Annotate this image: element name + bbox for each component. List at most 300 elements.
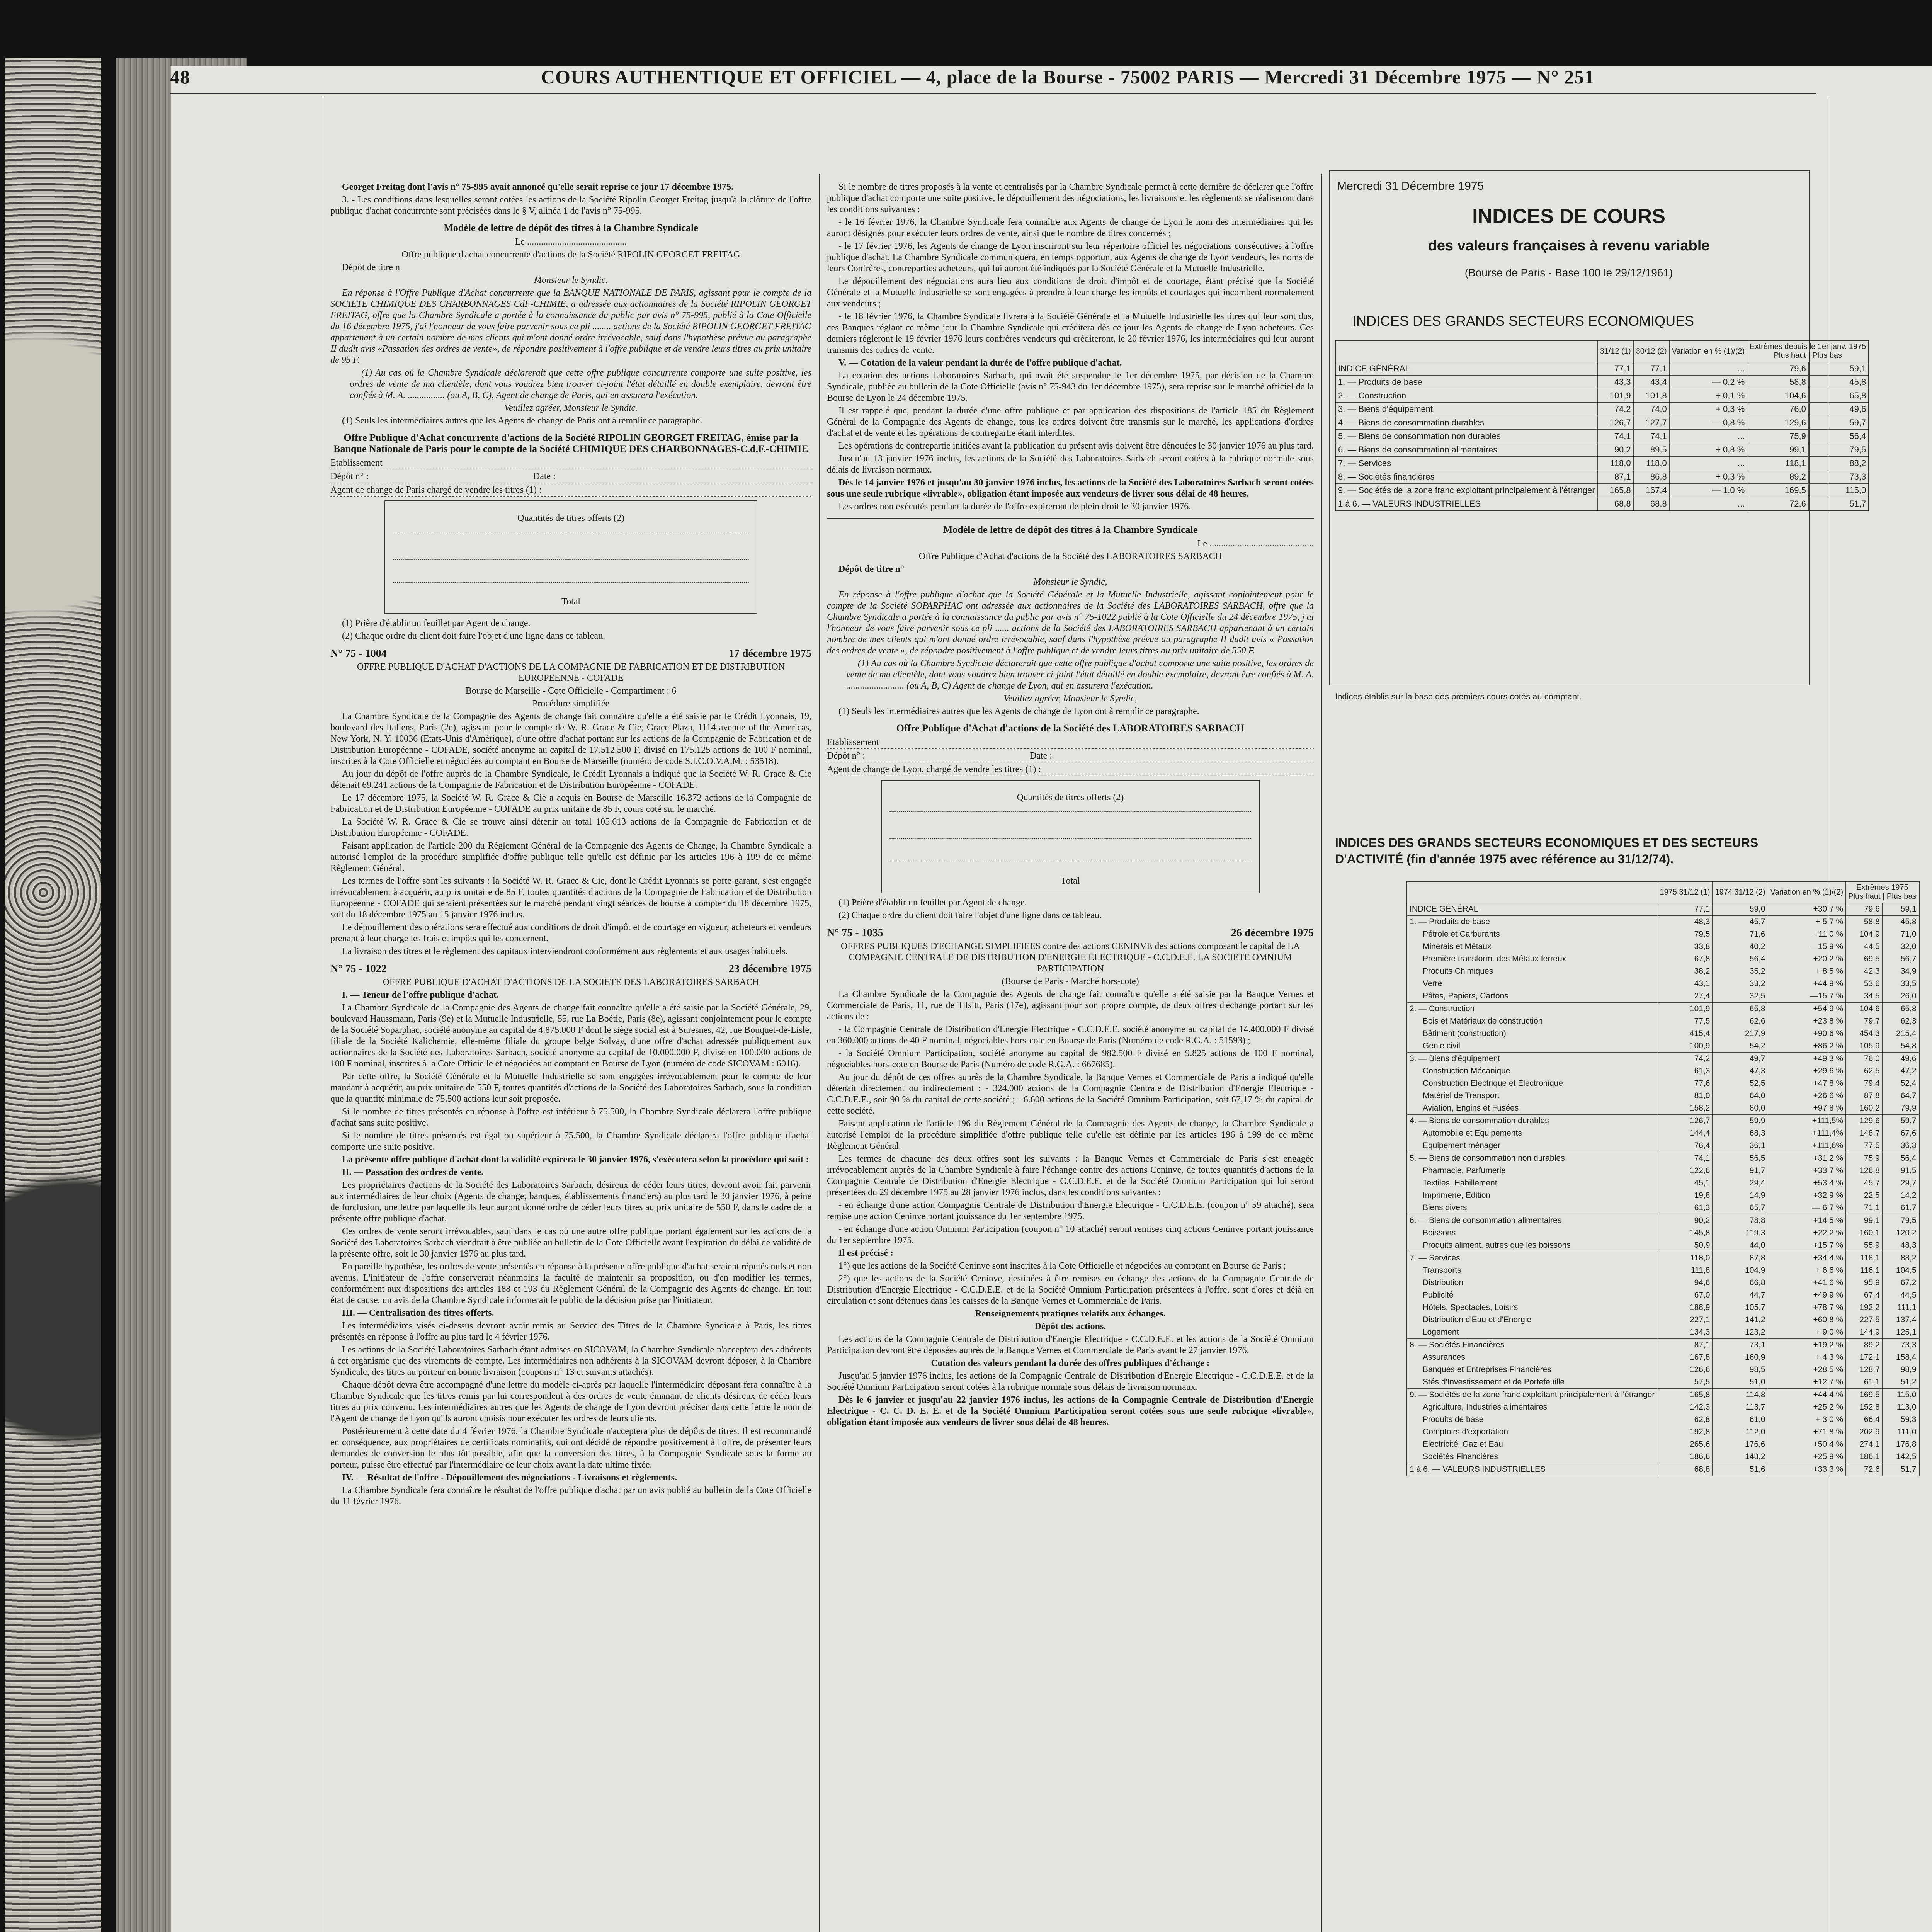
cell-value: 68,3 xyxy=(1713,1127,1768,1139)
letter-date-line: Le ............................................. xyxy=(1197,539,1314,549)
cell-value: 165,8 xyxy=(1657,1389,1713,1401)
text-paragraph: Les actions de la Compagnie Centrale de Distribution d'Energie Electrique - C.C.D.E.E. et les actions de la Société Omnium Participation devront être déposées auprès de la Banque Vernes et Commerciale de Paris avant le 27 janvier 1976. xyxy=(827,1334,1314,1355)
text-paragraph: La Société W. R. Grace & Cie se trouve ainsi détenir au total 105.613 actions de la Compagnie de Fabrication et de Distribution Européenne - COFADE. xyxy=(330,817,811,838)
notice-header xyxy=(827,927,1314,939)
cell-value: 61,0 xyxy=(1713,1413,1768,1426)
col-header-sub: Plus haut | Plus bas xyxy=(1774,351,1842,360)
form-etablissement[interactable] xyxy=(330,457,811,469)
cell-value: 47,3 xyxy=(1713,1065,1768,1077)
text-paragraph: 2°) que les actions de la Société Ceninve, destinées à être remises en échange des actions de la Compagnie Centrale de Distribution d'Energie Electrique - C.C.D.E.E. et de la Société Omnium Participation présentées à l'offre, sont d'ores et déjà en circulation et sont détenues dans les caisses de la Banque Vernes et Commerciale de Paris. xyxy=(827,1274,1314,1306)
row-label: 9. — Sociétés de la zone franc exploitant principalement à l'étranger xyxy=(1407,1389,1657,1401)
cell-value: +53,4 % xyxy=(1768,1177,1846,1189)
section-heading: Il est précisé : xyxy=(838,1248,893,1258)
table-row xyxy=(1407,940,1919,953)
table-row xyxy=(1407,1339,1919,1352)
table-row xyxy=(1407,1202,1919,1214)
section-heading: Dépôt des actions. xyxy=(1034,1321,1106,1332)
cell-value: 64,0 xyxy=(1713,1090,1768,1102)
text-paragraph: Par cette offre, la Société Générale et la Mutuelle Industrielle se sont engagées irrévocablement pour le compte de leur mandant à acquérir, au prix unitaire de 550 F, toutes quantités d'actions de la Société des Laboratoires Sarbach, sous la condition que la quantité minimale de 75.500 actions leur soit proposée. xyxy=(330,1071,811,1104)
cell-value: 152,8 xyxy=(1846,1401,1883,1413)
cell-value: 68,8 xyxy=(1597,497,1633,511)
table-row xyxy=(1335,430,1869,443)
box-line xyxy=(393,559,749,560)
text-paragraph: Les ordres non exécutés pendant la durée de l'offre expireront de plein droit le 30 janvier 1976. xyxy=(838,502,1191,512)
cell-value: 66,8 xyxy=(1713,1277,1768,1289)
row-label: Produits de base xyxy=(1407,1413,1657,1426)
cell-value: 35,2 xyxy=(1713,965,1768,978)
cell-value: — 0,2 % xyxy=(1669,376,1747,389)
table-row xyxy=(1407,1152,1919,1165)
cell-value: +111,5% xyxy=(1768,1115,1846,1128)
cell-value: 43,1 xyxy=(1657,978,1713,990)
cell-value: 227,5 xyxy=(1846,1314,1883,1326)
cell-value: 186,6 xyxy=(1657,1451,1713,1463)
cell-value: 90,2 xyxy=(1597,443,1633,457)
cell-value: 71,0 xyxy=(1882,928,1919,940)
form-depot[interactable] xyxy=(827,750,1314,762)
cell-value: 79,9 xyxy=(1882,1102,1919,1115)
cell-value: 111,8 xyxy=(1657,1264,1713,1277)
col-header-text: Plus haut xyxy=(1848,892,1881,901)
cell-value: 62,6 xyxy=(1713,1015,1768,1027)
cell-value: 81,0 xyxy=(1657,1090,1713,1102)
cell-value: 55,9 xyxy=(1846,1239,1883,1252)
cell-value: + 0,3 % xyxy=(1669,470,1747,484)
text-paragraph: Le dépouillement des négociations aura lieu aux conditions de droit d'impôt et de courtage, étant précisé que la Société Générale et la Mutuelle Industrielle se sont engagées à prendre à leur charge les impôts et courtages qui incombent normalement aux vendeurs ; xyxy=(827,276,1314,309)
cell-value: 116,1 xyxy=(1846,1264,1883,1277)
table-row xyxy=(1407,978,1919,990)
form-agent[interactable] xyxy=(330,485,811,497)
cell-value: ... xyxy=(1669,430,1747,443)
row-label: 3. — Biens d'équipement xyxy=(1335,403,1597,416)
cell-value: 192,8 xyxy=(1657,1426,1713,1438)
cell-value: 76,0 xyxy=(1747,403,1809,416)
box-line xyxy=(393,582,749,583)
cell-value: 43,3 xyxy=(1597,376,1633,389)
col-header: Variation en % (1)/(2) xyxy=(1669,340,1747,362)
cell-value: 61,1 xyxy=(1846,1376,1883,1389)
section-rule xyxy=(827,518,1314,519)
indices-table-2-body xyxy=(1407,903,1919,1476)
cell-value: 79,6 xyxy=(1747,362,1809,376)
row-label: 9. — Sociétés de la zone franc exploitant principalement à l'étranger xyxy=(1335,484,1597,497)
table-row xyxy=(1407,953,1919,965)
col-header xyxy=(1846,881,1919,903)
row-label: Banques et Entreprises Financières xyxy=(1407,1364,1657,1376)
cell-value: 52,5 xyxy=(1713,1077,1768,1090)
table-row xyxy=(1407,1301,1919,1314)
table-row xyxy=(1407,1376,1919,1389)
row-label: Matériel de Transport xyxy=(1407,1090,1657,1102)
titles-form-box xyxy=(384,500,757,614)
cell-value: 104,6 xyxy=(1846,1003,1883,1015)
table-row xyxy=(1335,484,1869,497)
cell-value: 101,9 xyxy=(1657,1003,1713,1015)
letter-body-text: Au cas où la Chambre Syndicale déclarerait que cette offre publique d'achat comporte une suite positive, les ordres de vente de ma clientèle, dont vous voudrez bien trouver ci-joint l'état détaillé en double exemplaire, devront être confiés à M. A. ......................... (ou A, B, C) Agent de change de Lyon, qui en assurera l'exécution. xyxy=(846,658,1314,691)
cell-value: 98,9 xyxy=(1882,1364,1919,1376)
cell-value: 104,9 xyxy=(1713,1264,1768,1277)
row-label: Produits aliment. autres que les boissons xyxy=(1407,1239,1657,1252)
cell-value: 77,6 xyxy=(1657,1077,1713,1090)
cell-value: 49,7 xyxy=(1713,1053,1768,1065)
cell-value: ... xyxy=(1669,497,1747,511)
cell-value: 89,5 xyxy=(1633,443,1669,457)
notice-date: 26 décembre 1975 xyxy=(1231,927,1314,939)
section-heading: I. — Teneur de l'offre publique d'achat. xyxy=(342,990,499,1000)
cell-value: 49,6 xyxy=(1882,1053,1919,1065)
text-paragraph: La Chambre Syndicale de la Compagnie des Agents de change fait connaître qu'elle a été saisie par le Crédit Lyonnais, 19, boulevard des Italiens, Paris (2e), agissant pour le compte de W. R. Grace & Cie, Grace Plaza, 1114 avenue of the Americas, New York, N. Y. 10036 (Etats-Unis d'Amérique), d'une offre d'achat portant sur les actions de la Compagnie de Fabrication et de Distribution Européenne - COFADE, société anonyme au capital de 17.512.500 F, divisé en 175.125 actions de 100 F nominal, inscrites à la Cote Officielle et négociées au comptant en Bourse de Marseille (numéro de code S.I.C.O.V.A.M. : 53518). xyxy=(330,711,811,766)
cell-value: 58,8 xyxy=(1846,916,1883,929)
cell-value: 160,9 xyxy=(1713,1351,1768,1364)
cell-value: 113,7 xyxy=(1713,1401,1768,1413)
row-label: 1 à 6. — VALEURS INDUSTRIELLES xyxy=(1407,1463,1657,1476)
cell-value: 119,3 xyxy=(1713,1227,1768,1239)
table-row xyxy=(1407,1413,1919,1426)
col-header xyxy=(1747,340,1869,362)
letter-close: Veuillez agréer, Monsieur le Syndic, xyxy=(1003,694,1137,704)
cell-value: — 1,0 % xyxy=(1669,484,1747,497)
footnote: (1) Seuls les intermédiaires autres que les Agents de change de Paris ont à remplir ce paragraphe. xyxy=(342,416,702,426)
letter-greeting: Monsieur le Syndic, xyxy=(1033,577,1107,587)
table-row xyxy=(1335,376,1869,389)
column-1 xyxy=(330,182,811,1932)
table-row xyxy=(1407,1214,1919,1227)
cell-value: 67,0 xyxy=(1657,1289,1713,1301)
cell-value: 86,8 xyxy=(1633,470,1669,484)
cell-value: +111,6% xyxy=(1768,1139,1846,1152)
row-label: 2. — Construction xyxy=(1407,1003,1657,1015)
cell-value: 65,8 xyxy=(1882,1003,1919,1015)
cell-value: 87,8 xyxy=(1713,1252,1768,1265)
row-label: Hôtels, Spectacles, Loisirs xyxy=(1407,1301,1657,1314)
table-row xyxy=(1407,1401,1919,1413)
cell-value: 56,4 xyxy=(1808,430,1869,443)
cell-value: 52,4 xyxy=(1882,1077,1919,1090)
row-label: 2. — Construction xyxy=(1335,389,1597,403)
cell-value: +71,8 % xyxy=(1768,1426,1846,1438)
row-label: Biens divers xyxy=(1407,1202,1657,1214)
table-row xyxy=(1335,457,1869,470)
table-row xyxy=(1407,1189,1919,1202)
cell-value: 87,1 xyxy=(1597,470,1633,484)
cell-value: 44,5 xyxy=(1882,1289,1919,1301)
cell-value: 77,1 xyxy=(1657,903,1713,916)
letter-greeting: Monsieur le Syndic, xyxy=(534,275,608,285)
indices-subtitle: des valeurs françaises à revenu variable xyxy=(1428,238,1710,254)
box-header: Quantités de titres offerts (2) xyxy=(517,513,624,523)
cell-value: 79,4 xyxy=(1846,1077,1883,1090)
row-label: Minerais et Métaux xyxy=(1407,940,1657,953)
table-row xyxy=(1407,1065,1919,1077)
cell-value: 33,2 xyxy=(1713,978,1768,990)
cell-value: 215,4 xyxy=(1882,1027,1919,1040)
notice-subtitle: Bourse de Marseille - Cote Officielle - Compartiment : 6 xyxy=(465,686,677,696)
table-header-row xyxy=(1335,340,1869,362)
cell-value: 68,8 xyxy=(1633,497,1669,511)
cell-value: 137,4 xyxy=(1882,1314,1919,1326)
text-paragraph: Postérieurement à cette date du 4 février 1976, la Chambre Syndicale n'acceptera plus de dépôts de titres. Il est recommandé en conséquence, aux propriétaires de certificats nominatifs, qui ont décidé de répondre positivement à l'offre, de présenter leurs demandes de conversion le plus tôt possible, afin que la conversion des titres, à la Compagnie Syndicale sous la forme au porteur, puisse être effectué par l'intermédiaire de leur choix avant la date ultime fixée. xyxy=(330,1426,811,1470)
text-paragraph: - le 17 février 1976, les Agents de change de Lyon inscriront sur leur répertoire officiel les négociations consécutives à l'offre publique d'achat. La Chambre Syndicale communiquera, en temps opportun, aux Agents de change de Lyon vendeurs, les noms de leurs Confrères, contreparties acheteurs, qui lui auront été indiqués par la Société Générale et la Mutuelle Industrielle. xyxy=(827,241,1314,274)
cell-value: + 6,6 % xyxy=(1768,1264,1846,1277)
notice-number: N° 75 - 1022 xyxy=(330,963,387,975)
box-total: Total xyxy=(1061,876,1080,886)
cell-value: 47,2 xyxy=(1882,1065,1919,1077)
letter-body: En réponse à l'Offre Publique d'Achat concurrente que la BANQUE NATIONALE DE PARIS, agissant pour le compte de la SOCIETE CHIMIQUE DES CHARBONNAGES CdF-CHIMIE, a adressée aux actionnaires de la Société RIPOLIN GEORGET FREITAG, offre que la Chambre Syndicale a portée à la connaissance du public par avis n° 75-995, publié à la Cote Officielle du 16 décembre 1975, j'ai l'honneur de vous faire parvenir sous ce pli ........ actions de la Société RIPOLIN GEORGET FREITAG appartenant à un certain nombre de mes clients qui m'ont donné ordre irrévocable, sauf dans l'hypothèse prévue au paragraphe II dudit avis «Passation des ordres de vente», de répondre positivement à l'offre publique et de vendre leurs titres au prix unitaire de 95 F. xyxy=(330,288,811,365)
cell-value: +12,7 % xyxy=(1768,1376,1846,1389)
cell-value: 14,9 xyxy=(1713,1189,1768,1202)
form-label: Etablissement xyxy=(827,737,879,747)
text-paragraph: Les termes de l'offre sont les suivants : la Société W. R. Grace & Cie, dont le Crédit Lyonnais se porte garant, s'est engagée irrévocablement à acquérir, au prix unitaire de 85 F, toutes quantités d'actions de la Compagnie de Fabrication et de Distribution Européenne - COFADE qui seraient présentées sur le marché pendant vingt séances de bourse à compter du 18 décembre 1975, soit du 18 décembre 1975 au 15 janvier 1976 inclus. xyxy=(330,876,811,920)
cell-value: + 8,5 % xyxy=(1768,965,1846,978)
cell-value: 45,8 xyxy=(1808,376,1869,389)
cell-value: 99,1 xyxy=(1846,1214,1883,1227)
cell-value: 73,3 xyxy=(1808,470,1869,484)
indices-table-2-wrap xyxy=(1406,881,1917,1476)
cell-value: 91,5 xyxy=(1882,1165,1919,1177)
text-paragraph: La cotation des actions Laboratoires Sarbach, qui avait été suspendue le 1er décembre 1975, par décision de la Chambre Syndicale, publiée au bulletin de la Cote Officielle (avis n° 75-943 du 1er décembre 1975), sera reprise sur le marché officiel de la Bourse de Lyon le 24 décembre 1975. xyxy=(827,371,1314,403)
cell-value: +49,9 % xyxy=(1768,1289,1846,1301)
cell-value: + 5,7 % xyxy=(1768,916,1846,929)
table-row xyxy=(1407,1227,1919,1239)
table-row xyxy=(1407,916,1919,929)
cell-value: 67,4 xyxy=(1846,1289,1883,1301)
row-label: 5. — Biens de consommation non durables xyxy=(1407,1152,1657,1165)
cell-value: 61,7 xyxy=(1882,1202,1919,1214)
table-note: Indices établis sur la base des premiers cours cotés au comptant. xyxy=(1335,692,1582,701)
row-label: 6. — Biens de consommation alimentaires xyxy=(1407,1214,1657,1227)
cell-value: 112,0 xyxy=(1713,1426,1768,1438)
text-paragraph: - le 18 février 1976, la Chambre Syndicale livrera à la Société Générale et la Mutuelle Industrielle les titres qui leur sont dus, ces Banques réglant ce même jour la Chambre Syndicale qui créditera dès ce jour les Agents de change de Lyon acheteurs. Ces derniers régleront le 19 février 1976 leurs confrères vendeurs qui créditeront, le 20 février 1976, les intermédiaires qui leur auront transmis des ordres de vente. xyxy=(827,311,1314,355)
row-label: 1. — Produits de base xyxy=(1335,376,1597,389)
row-label: Automobile et Equipements xyxy=(1407,1127,1657,1139)
cell-value: 50,9 xyxy=(1657,1239,1713,1252)
text-paragraph: Dès le 6 janvier et jusqu'au 22 janvier 1976 inclus, les actions de la Compagnie Centrale de Distribution d'Energie Electrique - C. C. D. E. E. et de la Société Omnium Participation seront cotées sous une seule rubrique «livrable», obligation étant imposée aux vendeurs de livrer sous délai de 48 heures. xyxy=(827,1395,1314,1427)
table-row xyxy=(1407,1053,1919,1065)
col-header-text: Plus bas xyxy=(1886,892,1917,901)
cell-value: 59,1 xyxy=(1808,362,1869,376)
cell-value: +14,5 % xyxy=(1768,1214,1846,1227)
form-depot[interactable] xyxy=(330,471,811,483)
text-paragraph: Jusqu'au 5 janvier 1976 inclus, les actions de la Compagnie Centrale de Distribution d'Energie Electrique - C.C.D.E.E. et de la Société Omnium Participation seront cotées à la rubrique normale sous délais de livraison normaux. xyxy=(827,1371,1314,1392)
cell-value: +26,6 % xyxy=(1768,1090,1846,1102)
cell-value: 101,9 xyxy=(1597,389,1633,403)
cell-value: 144,4 xyxy=(1657,1127,1713,1139)
cell-value: 76,0 xyxy=(1846,1053,1883,1065)
row-label: Pétrole et Carburants xyxy=(1407,928,1657,940)
text-paragraph: Ces ordres de vente seront irrévocables, sauf dans le cas où une autre offre publique portant également sur les actions de la Société des Laboratoires Sarbach viendrait à être publiée au bulletin de la Cote Officielle avant l'expiration du délai de validité de la présente offre, soit le 30 janvier 1976 au plus tard. xyxy=(330,1226,811,1259)
cell-value: 89,2 xyxy=(1846,1339,1883,1352)
cell-value: +97,8 % xyxy=(1768,1102,1846,1115)
notice-date: 17 décembre 1975 xyxy=(728,648,811,660)
cell-value: 114,8 xyxy=(1713,1389,1768,1401)
cell-value: 79,5 xyxy=(1657,928,1713,940)
row-label: 5. — Biens de consommation non durables xyxy=(1335,430,1597,443)
cell-value: — 0,8 % xyxy=(1669,416,1747,430)
row-label: Imprimerie, Edition xyxy=(1407,1189,1657,1202)
table-row xyxy=(1407,1115,1919,1128)
cell-value: ... xyxy=(1669,362,1747,376)
cell-value: 62,8 xyxy=(1657,1413,1713,1426)
row-label: 7. — Services xyxy=(1335,457,1597,470)
table-row xyxy=(1335,362,1869,376)
cell-value: 202,9 xyxy=(1846,1426,1883,1438)
cell-value: +111,4% xyxy=(1768,1127,1846,1139)
col-header xyxy=(1335,340,1597,362)
table-row xyxy=(1407,1463,1919,1476)
cell-value: —15,9 % xyxy=(1768,940,1846,953)
section-heading: IV. — Résultat de l'offre - Dépouillement des négociations - Livraisons et règlements. xyxy=(342,1473,677,1483)
cell-value: + 0,3 % xyxy=(1669,403,1747,416)
cell-value: 56,7 xyxy=(1882,953,1919,965)
footnote: (2) Chaque ordre du client doit faire l'objet d'une ligne dans ce tableau. xyxy=(838,910,1102,920)
table-row xyxy=(1407,1077,1919,1090)
text-paragraph: Faisant application de l'article 196 du Règlement Général de la Compagnie des Agents de change, la Chambre Syndicale a autorisé l'emploi de la procédure simplifiée d'offre publique telle qu'elle est définie par les articles 196 à 199 de ce même Règlement Général. xyxy=(827,1119,1314,1151)
cell-value: 69,5 xyxy=(1846,953,1883,965)
table-row xyxy=(1407,903,1919,916)
cell-value: +22,2 % xyxy=(1768,1227,1846,1239)
cell-value: 188,9 xyxy=(1657,1301,1713,1314)
section-heading: II. — Passation des ordres de vente. xyxy=(342,1167,484,1177)
cell-value: 87,1 xyxy=(1657,1339,1713,1352)
indices-date: Mercredi 31 Décembre 1975 xyxy=(1337,180,1484,192)
cell-value: +44,4 % xyxy=(1768,1389,1846,1401)
section-heading: Cotation des valeurs pendant la durée des offres publiques d'échange : xyxy=(931,1358,1210,1368)
cell-value: 65,8 xyxy=(1808,389,1869,403)
row-label: Textiles, Habillement xyxy=(1407,1177,1657,1189)
cell-value: 59,0 xyxy=(1713,903,1768,916)
cell-value: 74,0 xyxy=(1633,403,1669,416)
cell-value: 167,8 xyxy=(1657,1351,1713,1364)
form-label: Dépôt n° : xyxy=(827,751,865,761)
cell-value: 77,5 xyxy=(1657,1015,1713,1027)
cell-value: 40,2 xyxy=(1713,940,1768,953)
cell-value: 169,5 xyxy=(1846,1389,1883,1401)
cell-value: + 3,0 % xyxy=(1768,1413,1846,1426)
table-row xyxy=(1335,443,1869,457)
cell-value: 79,6 xyxy=(1846,903,1883,916)
cell-value: +25,2 % xyxy=(1768,1401,1846,1413)
cell-value: 73,1 xyxy=(1713,1339,1768,1352)
cell-value: 99,1 xyxy=(1747,443,1809,457)
cell-value: 53,6 xyxy=(1846,978,1883,990)
cell-value: 79,5 xyxy=(1882,1214,1919,1227)
cell-value: 61,3 xyxy=(1657,1202,1713,1214)
table-row xyxy=(1407,1326,1919,1339)
col-header xyxy=(1407,881,1657,903)
text-paragraph: En pareille hypothèse, les ordres de vente présentés en réponse à la présente offre publique d'achat seraient réputés nuls et non avenus. L'initiateur de l'offre conserverait néanmoins la faculté de maintenir sa proposition, ou d'en modifier les termes, conformément aux dispositions des articles 188 et 193 du Règlement Général de la Compagnie des Agents de change. En tout état de cause, un avis de la Chambre Syndicale informerait le public de la décision prise par l'initiateur. xyxy=(330,1262,811,1305)
row-label: Bois et Matériaux de construction xyxy=(1407,1015,1657,1027)
cell-value: 51,2 xyxy=(1882,1376,1919,1389)
text-paragraph: Si le nombre de titres présentés en réponse à l'offre est inférieur à 75.500, la Chambre Syndicale déclarera l'offre publique d'achat sans suite positive. xyxy=(330,1107,811,1128)
cell-value: 77,5 xyxy=(1846,1139,1883,1152)
row-label: 6. — Biens de consommation alimentaires xyxy=(1335,443,1597,457)
table-row xyxy=(1335,403,1869,416)
table-row xyxy=(1335,470,1869,484)
letter-depot: Dépôt de titre n xyxy=(342,262,400,272)
cell-value: 158,4 xyxy=(1882,1351,1919,1364)
text-paragraph: Si le nombre de titres proposés à la vente et centralisés par la Chambre Syndicale permet à cette dernière de déclarer que l'offre publique d'achat comporte une suite positive, le dépouillement des négociations, les livraisons et les règlements se réaliseront dans les conditions suivantes : xyxy=(827,182,1314,214)
cell-value: 73,3 xyxy=(1882,1339,1919,1352)
col-header-text: Plus haut xyxy=(1774,351,1806,360)
cell-value: 45,1 xyxy=(1657,1177,1713,1189)
row-label: Electricité, Gaz et Eau xyxy=(1407,1438,1657,1451)
cell-value: 64,7 xyxy=(1882,1090,1919,1102)
table-row xyxy=(1407,928,1919,940)
row-label: Produits Chimiques xyxy=(1407,965,1657,978)
row-label: Comptoirs d'exportation xyxy=(1407,1426,1657,1438)
cell-value: 14,2 xyxy=(1882,1189,1919,1202)
cell-value: 26,0 xyxy=(1882,990,1919,1003)
table-row xyxy=(1407,1389,1919,1401)
notice-number: N° 75 - 1035 xyxy=(827,927,883,939)
cell-value: 127,7 xyxy=(1633,416,1669,430)
row-label: Assurances xyxy=(1407,1351,1657,1364)
row-label: Verre xyxy=(1407,978,1657,990)
cell-value: 118,1 xyxy=(1747,457,1809,470)
text-paragraph: Les termes de chacune des deux offres sont les suivants : la Banque Vernes et Commerciale de Paris s'est engagée irrévocablement auprès de la Chambre Syndicale à faire l'échange contre des actions Ceninve, de toutes quantités d'actions de la Compagnie Centrale de Distribution d'Energie Electrique - C.C.D.E.E. et de la Société Omnium Participation qui lui seront présentées du 29 décembre 1975 au 28 janvier 1976 inclus, dans les conditions suivantes : xyxy=(827,1154,1314,1197)
row-label: Distribution xyxy=(1407,1277,1657,1289)
row-label: Distribution d'Eau et d'Energie xyxy=(1407,1314,1657,1326)
letter-subject: Offre publique d'achat concurrente d'actions de la Société RIPOLIN GEORGET FREITAG xyxy=(401,250,740,260)
cell-value: 51,6 xyxy=(1713,1463,1768,1476)
row-label: Première transform. des Métaux ferreux xyxy=(1407,953,1657,965)
cell-value: 274,1 xyxy=(1846,1438,1883,1451)
cell-value: 142,5 xyxy=(1882,1451,1919,1463)
cell-value: 29,4 xyxy=(1713,1177,1768,1189)
cell-value: 160,1 xyxy=(1846,1227,1883,1239)
table-row xyxy=(1407,1015,1919,1027)
cell-value: +28,5 % xyxy=(1768,1364,1846,1376)
cell-value: 34,9 xyxy=(1882,965,1919,978)
row-label: 4. — Biens de consommation durables xyxy=(1335,416,1597,430)
text-paragraph: Il est rappelé que, pendant la durée d'une offre publique et par application des dispositions de l'article 185 du Règlement Général de la Compagnie des Agents de change, tous les ordres doivent être transmis sur le marché, les applications d'ordres d'achat et de vente et les opérations de contrepartie étant interdites. xyxy=(827,406,1314,438)
cell-value: 45,7 xyxy=(1713,916,1768,929)
cell-value: + 0,1 % xyxy=(1669,389,1747,403)
cell-value: 45,8 xyxy=(1882,916,1919,929)
letter-date-line: Le ........................................... xyxy=(515,237,627,247)
cell-value: 148,2 xyxy=(1713,1451,1768,1463)
row-label: 1 à 6. — VALEURS INDUSTRIELLES xyxy=(1335,497,1597,511)
row-label: Génie civil xyxy=(1407,1040,1657,1053)
footnote-marker: (1) xyxy=(361,368,372,378)
row-label: 8. — Sociétés financières xyxy=(1335,470,1597,484)
form-agent[interactable] xyxy=(827,764,1314,776)
cell-value: 91,7 xyxy=(1713,1165,1768,1177)
cell-value: 79,5 xyxy=(1808,443,1869,457)
cell-value: 118,1 xyxy=(1846,1252,1883,1265)
indices-table-1 xyxy=(1335,340,1869,511)
footnote: (1) Prière d'établir un feuillet par Agent de change. xyxy=(342,618,531,628)
row-label: Equipement ménager xyxy=(1407,1139,1657,1152)
cell-value: 59,7 xyxy=(1808,416,1869,430)
table-header-row xyxy=(1407,881,1919,903)
cell-value: 145,8 xyxy=(1657,1227,1713,1239)
cell-value: 120,2 xyxy=(1882,1227,1919,1239)
cell-value: +49,3 % xyxy=(1768,1053,1846,1065)
cell-value: 111,1 xyxy=(1882,1301,1919,1314)
text-paragraph: Faisant application de l'article 200 du Règlement Général de la Compagnie des Agents de Change, la Chambre Syndicale a autorisé l'emploi de la procédure simplifiée d'offre publique telle qu'elle est définie par les articles 196 à 199 de ce même Règlement Général. xyxy=(330,841,811,873)
form-etablissement[interactable] xyxy=(827,737,1314,749)
text-paragraph: Le dépouillement des opérations sera effectué aux conditions de droit d'impôt et de courtage en vigueur, acheteurs et vendeurs prenant à leur charge les frais et impôts qui les concernent. xyxy=(330,922,811,944)
cell-value: 123,2 xyxy=(1713,1326,1768,1339)
cell-value: 77,1 xyxy=(1597,362,1633,376)
text-paragraph: La livraison des titres et le règlement des capitaux interviendront conformément aux règlements et aux usages habituels. xyxy=(342,946,788,956)
cell-value: 71,1 xyxy=(1846,1202,1883,1214)
page-title: COURS AUTHENTIQUE ET OFFICIEL — 4, place de la Bourse - 75002 PARIS — Mercredi 31 Décembre 1975 — N° 251 xyxy=(541,66,1595,88)
table-row xyxy=(1407,1364,1919,1376)
cell-value: 118,0 xyxy=(1657,1252,1713,1265)
cell-value: 38,2 xyxy=(1657,965,1713,978)
